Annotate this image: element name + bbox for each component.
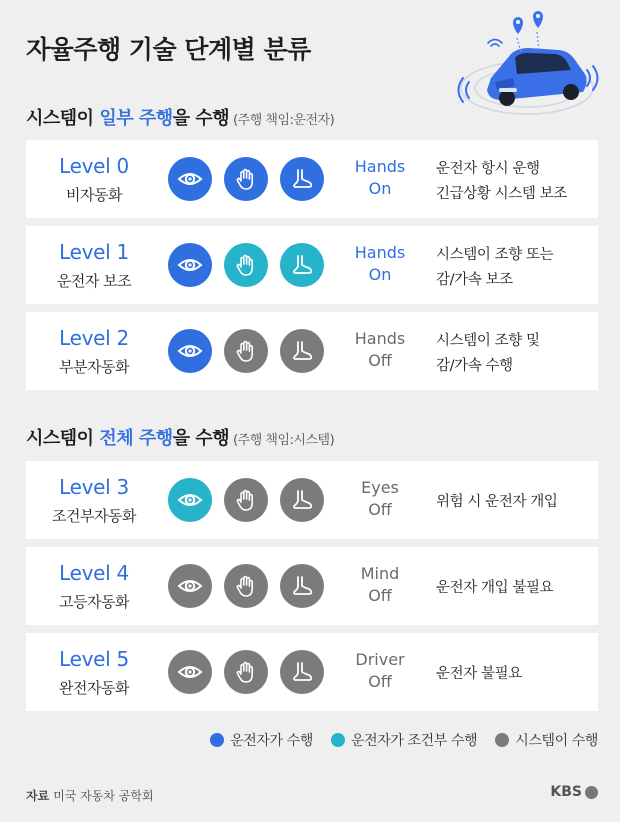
section-heading-note: (주행 책임:시스템) — [233, 433, 335, 448]
level-card — [26, 226, 598, 304]
level-description: 긴급상황 시스템 보조 — [436, 186, 567, 202]
eye-icon — [168, 650, 212, 694]
level-card — [26, 140, 598, 218]
level-name: Level 0 — [59, 154, 129, 178]
hand-icon — [224, 650, 268, 694]
level-description: 운전자 개입 불필요 — [436, 580, 554, 596]
source-label: 자료 — [26, 789, 50, 803]
legend — [210, 730, 598, 750]
level-description: 운전자 항시 운행 — [436, 161, 540, 177]
eye-icon — [168, 157, 212, 201]
section-heading-prefix: 시스템이 — [26, 108, 100, 129]
foot-icon — [280, 243, 324, 287]
section-heading-partial — [26, 104, 334, 130]
level-subtitle: 부분자동화 — [59, 358, 129, 376]
level-card — [26, 312, 598, 390]
legend-item-driver — [210, 730, 313, 750]
section-heading-suffix: 을 수행 — [172, 428, 230, 449]
foot-icon — [280, 329, 324, 373]
control-state-line: Hands — [354, 157, 406, 176]
control-state-line: Off — [368, 351, 392, 370]
level-description: 위험 시 운전자 개입 — [436, 494, 558, 510]
level-description: 시스템이 조향 또는 — [436, 247, 554, 263]
section-heading-highlight: 전체 주행 — [99, 428, 173, 449]
hand-icon — [224, 243, 268, 287]
legend-item-system — [495, 730, 598, 750]
legend-item-conditional — [331, 730, 477, 750]
section-heading-full — [26, 424, 334, 450]
legend-label: 운전자가 조건부 수행 — [350, 733, 478, 749]
section-heading-suffix: 을 수행 — [172, 108, 230, 129]
source-text: 미국 자동차 공학회 — [53, 789, 154, 803]
logo-mark-icon — [585, 786, 598, 799]
autonomous-car-icon — [455, 8, 605, 126]
logo-text: KBS — [550, 784, 582, 800]
eye-icon — [168, 243, 212, 287]
level-name: Level 2 — [59, 326, 129, 350]
hand-icon — [224, 157, 268, 201]
level-card — [26, 633, 598, 711]
eye-icon — [168, 478, 212, 522]
legend-dot — [495, 733, 509, 747]
control-state-line: On — [368, 179, 392, 198]
section-heading-highlight: 일부 주행 — [99, 108, 173, 129]
foot-icon — [280, 564, 324, 608]
hand-icon — [224, 564, 268, 608]
foot-icon — [280, 478, 324, 522]
eye-icon — [168, 329, 212, 373]
control-state-line: Off — [368, 586, 392, 605]
control-state-line: Off — [368, 672, 392, 691]
level-name: Level 5 — [59, 647, 129, 671]
source-note — [26, 787, 154, 804]
level-description: 시스템이 조향 및 — [436, 333, 540, 349]
level-name: Level 4 — [59, 561, 129, 585]
kbs-logo — [550, 784, 598, 800]
control-state-line: Off — [368, 500, 392, 519]
level-subtitle: 완전자동화 — [59, 679, 129, 697]
control-state-line: Eyes — [361, 478, 399, 497]
foot-icon — [280, 157, 324, 201]
page-title: 자율주행 기술 단계별 분류 — [26, 35, 311, 64]
level-card — [26, 461, 598, 539]
legend-label: 시스템이 수행 — [515, 733, 598, 749]
level-name: Level 3 — [59, 475, 129, 499]
control-state-line: On — [368, 265, 392, 284]
level-description: 감/가속 보조 — [436, 272, 513, 288]
level-subtitle: 비자동화 — [66, 186, 122, 204]
level-subtitle: 운전자 보조 — [56, 272, 132, 290]
level-card — [26, 547, 598, 625]
hand-icon — [224, 329, 268, 373]
control-state-line: Hands — [354, 329, 406, 348]
hand-icon — [224, 478, 268, 522]
foot-icon — [280, 650, 324, 694]
control-state-line: Mind — [360, 564, 400, 583]
legend-dot — [331, 733, 345, 747]
section-heading-prefix: 시스템이 — [26, 428, 100, 449]
section-heading-note: (주행 책임:운전자) — [233, 113, 335, 128]
legend-label: 운전자가 수행 — [230, 733, 313, 749]
control-state-line: Driver — [355, 650, 405, 669]
level-subtitle: 조건부자동화 — [52, 507, 136, 525]
level-description: 감/가속 수행 — [436, 358, 513, 374]
eye-icon — [168, 564, 212, 608]
level-description: 운전자 불필요 — [436, 666, 522, 682]
legend-dot — [210, 733, 224, 747]
control-state-line: Hands — [354, 243, 406, 262]
level-subtitle: 고등자동화 — [59, 593, 129, 611]
level-name: Level 1 — [59, 240, 129, 264]
